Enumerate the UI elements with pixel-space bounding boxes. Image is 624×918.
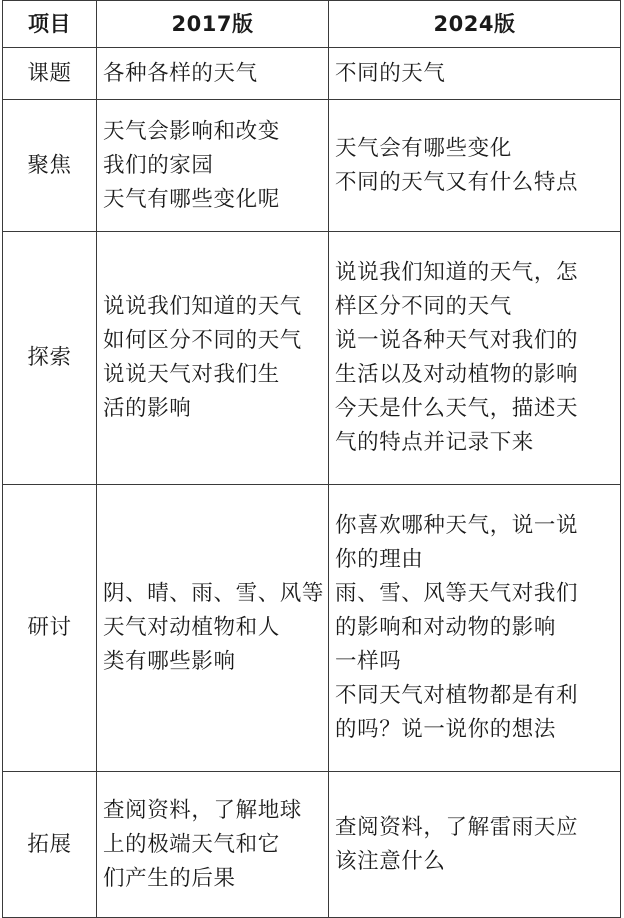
text-line: 我们的家园 (103, 152, 214, 178)
text-line: 不同的天气 (335, 60, 446, 86)
text-line: 一样吗 (335, 649, 402, 674)
text-line: 今天是什么天气，描述天 (335, 396, 579, 421)
row-label: 课题 (3, 48, 97, 100)
cell-2024 (329, 100, 621, 232)
text-line: 生活以及对动植物的影响 (335, 362, 579, 387)
text-line: 该注意什么 (335, 848, 446, 874)
text-line: 气的特点并记录下来 (335, 430, 534, 455)
text-line: 类有哪些影响 (103, 649, 236, 674)
text-line: 活的影响 (103, 396, 192, 421)
text-line: 你喜欢哪种天气，说一说 (335, 513, 579, 538)
text-line: 说说我们知道的天气，怎 (335, 260, 579, 285)
cell-2017 (97, 232, 329, 485)
text-line: 你的理由 (335, 547, 424, 572)
cell-2017 (97, 772, 329, 918)
row-label: 拓展 (3, 772, 97, 918)
header-item: 项目 (3, 1, 97, 48)
row-label: 探索 (3, 232, 97, 485)
text-line: 上的极端天气和它 (103, 831, 280, 857)
text-line: 样区分不同的天气 (335, 294, 512, 319)
table-row (3, 772, 621, 918)
header-2024: 2024版 (329, 1, 621, 48)
table-row (3, 100, 621, 232)
text-line: 各种各样的天气 (103, 60, 258, 86)
cell-2017 (97, 100, 329, 232)
text-line: 说说我们知道的天气 (103, 294, 302, 319)
header-2017: 2017版 (97, 1, 329, 48)
text-line: 天气会影响和改变 (103, 118, 280, 144)
text-line: 如何区分不同的天气 (103, 328, 302, 353)
text-line: 说一说各种天气对我们的 (335, 328, 579, 353)
text-line: 不同的天气又有什么特点 (335, 169, 579, 195)
table-row (3, 48, 621, 100)
text-line: 们产生的后果 (103, 865, 236, 891)
header-row (3, 1, 621, 48)
row-label: 研讨 (3, 485, 97, 772)
text-line: 阴、晴、雨、雪、风等 (103, 581, 325, 606)
text-line: 的吗？说一说你的想法 (335, 717, 557, 742)
row-label: 聚焦 (3, 100, 97, 232)
cell-2017 (97, 48, 329, 100)
table-row (3, 485, 621, 772)
comparison-table (2, 0, 621, 918)
cell-2024 (329, 232, 621, 485)
text-line: 说说天气对我们生 (103, 362, 280, 387)
cell-2024 (329, 48, 621, 100)
text-line: 天气对动植物和人 (103, 615, 280, 640)
table-row (3, 232, 621, 485)
text-line: 查阅资料，了解地球 (103, 797, 302, 823)
text-line: 查阅资料，了解雷雨天应 (335, 814, 579, 840)
text-line: 天气有哪些变化呢 (103, 186, 280, 212)
cell-2017 (97, 485, 329, 772)
text-line: 不同天气对植物都是有利 (335, 683, 579, 708)
text-line: 天气会有哪些变化 (335, 135, 512, 161)
cell-2024 (329, 485, 621, 772)
text-line: 雨、雪、风等天气对我们 (335, 581, 579, 606)
text-line: 的影响和对动物的影响 (335, 615, 557, 640)
cell-2024 (329, 772, 621, 918)
